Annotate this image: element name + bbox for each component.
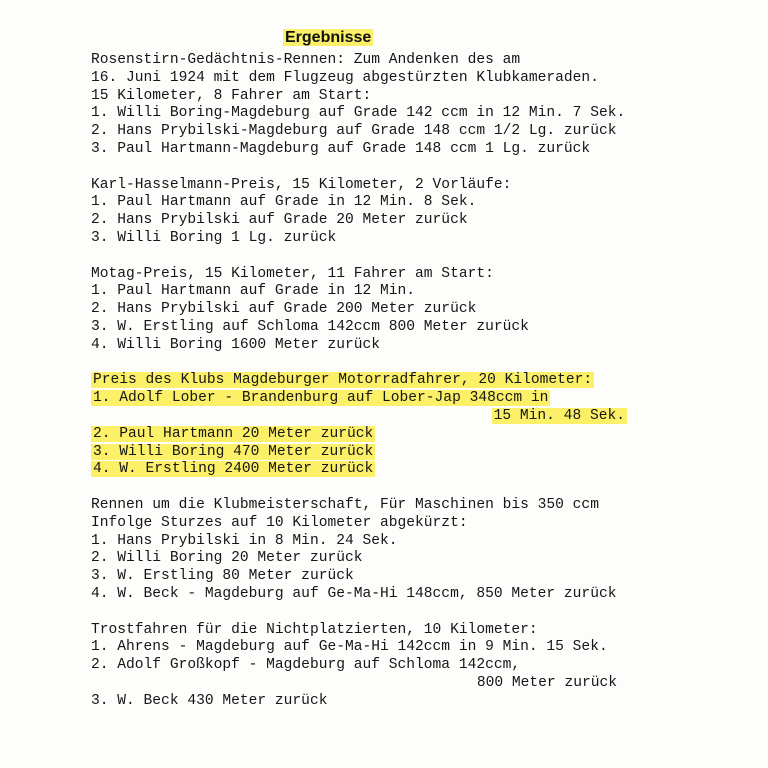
- text-line: Infolge Sturzes auf 10 Kilometer abgekürzt:: [91, 514, 468, 531]
- highlighted-line: 2. Paul Hartmann 20 Meter zurück: [93, 425, 374, 442]
- results-body: [91, 52, 691, 710]
- result-line: 4. Willi Boring 1600 Meter zurück: [91, 336, 381, 353]
- result-line: 1. Willi Boring-Magdeburg auf Grade 142 ccm in 12 Min. 7 Sek.: [91, 105, 626, 122]
- result-line: 2. Hans Prybilski auf Grade 20 Meter zurück: [91, 212, 468, 229]
- section-trostfahren: [91, 622, 691, 711]
- highlighted-line: 3. Willi Boring 470 Meter zurück: [93, 443, 374, 460]
- section-gap: [91, 479, 691, 497]
- result-line: 1. Hans Prybilski in 8 Min. 24 Sek.: [91, 532, 398, 549]
- section-motag: [91, 266, 691, 355]
- result-line: 2. Hans Prybilski auf Grade 200 Meter zurück: [91, 301, 477, 318]
- section-rosenstirn: [91, 52, 691, 159]
- result-line: 2. Willi Boring 20 Meter zurück: [91, 550, 363, 567]
- result-line: 1. Paul Hartmann auf Grade in 12 Min.: [91, 283, 416, 300]
- highlighted-line: 4. W. Erstling 2400 Meter zurück: [93, 461, 374, 478]
- title-highlight: Ergebnisse: [285, 29, 372, 46]
- section-gap: [91, 604, 691, 622]
- text-line: Trostfahren für die Nichtplatzierten, 10 Kilometer:: [91, 621, 538, 638]
- highlighted-line: Preis des Klubs Magdeburger Motorradfahrer, 20 Kilometer:: [93, 372, 593, 389]
- result-line: 1. Paul Hartmann auf Grade in 12 Min. 8 Sek.: [91, 194, 477, 211]
- text-line: Karl-Hasselmann-Preis, 15 Kilometer, 2 Vorläufe:: [91, 176, 512, 193]
- highlighted-line: 1. Adolf Lober - Brandenburg auf Lober-Jap 348ccm in: [93, 390, 549, 407]
- result-line: 3. Willi Boring 1 Lg. zurück: [91, 229, 337, 246]
- highlighted-line: 15 Min. 48 Sek.: [493, 407, 625, 424]
- section-hasselmann: [91, 177, 691, 248]
- result-line: 3. W. Beck 430 Meter zurück: [91, 692, 328, 709]
- result-line: 2. Hans Prybilski-Magdeburg auf Grade 148 ccm 1/2 Lg. zurück: [91, 123, 617, 140]
- result-line-continued: 800 Meter zurück: [476, 674, 617, 691]
- result-line: 2. Adolf Großkopf - Magdeburg auf Schloma 142ccm,: [91, 657, 521, 674]
- result-line: 4. W. Beck - Magdeburg auf Ge-Ma-Hi 148ccm, 850 Meter zurück: [91, 585, 617, 602]
- text-line: 16. Juni 1924 mit dem Flugzeug abgestürzten Klubkameraden.: [91, 69, 599, 86]
- section-klub-magdeburg: [91, 372, 691, 479]
- text-line: 15 Kilometer, 8 Fahrer am Start:: [91, 87, 372, 104]
- result-line: 3. W. Erstling auf Schloma 142ccm 800 Meter zurück: [91, 318, 529, 335]
- result-line: 3. Paul Hartmann-Magdeburg auf Grade 148 ccm 1 Lg. zurück: [91, 140, 591, 157]
- result-line: 3. W. Erstling 80 Meter zurück: [91, 568, 354, 585]
- section-gap: [91, 248, 691, 266]
- text-line: Rennen um die Klubmeisterschaft, Für Maschinen bis 350 ccm: [91, 496, 599, 513]
- section-gap: [91, 159, 691, 177]
- text-line: Motag-Preis, 15 Kilometer, 11 Fahrer am Start:: [91, 265, 494, 282]
- result-line: 1. Ahrens - Magdeburg auf Ge-Ma-Hi 142ccm in 9 Min. 15 Sek.: [91, 639, 608, 656]
- text-line: Rosenstirn-Gedächtnis-Rennen: Zum Andenken des am: [91, 52, 521, 68]
- section-klubmeisterschaft: [91, 497, 691, 604]
- page-title: [283, 28, 373, 48]
- section-gap: [91, 355, 691, 373]
